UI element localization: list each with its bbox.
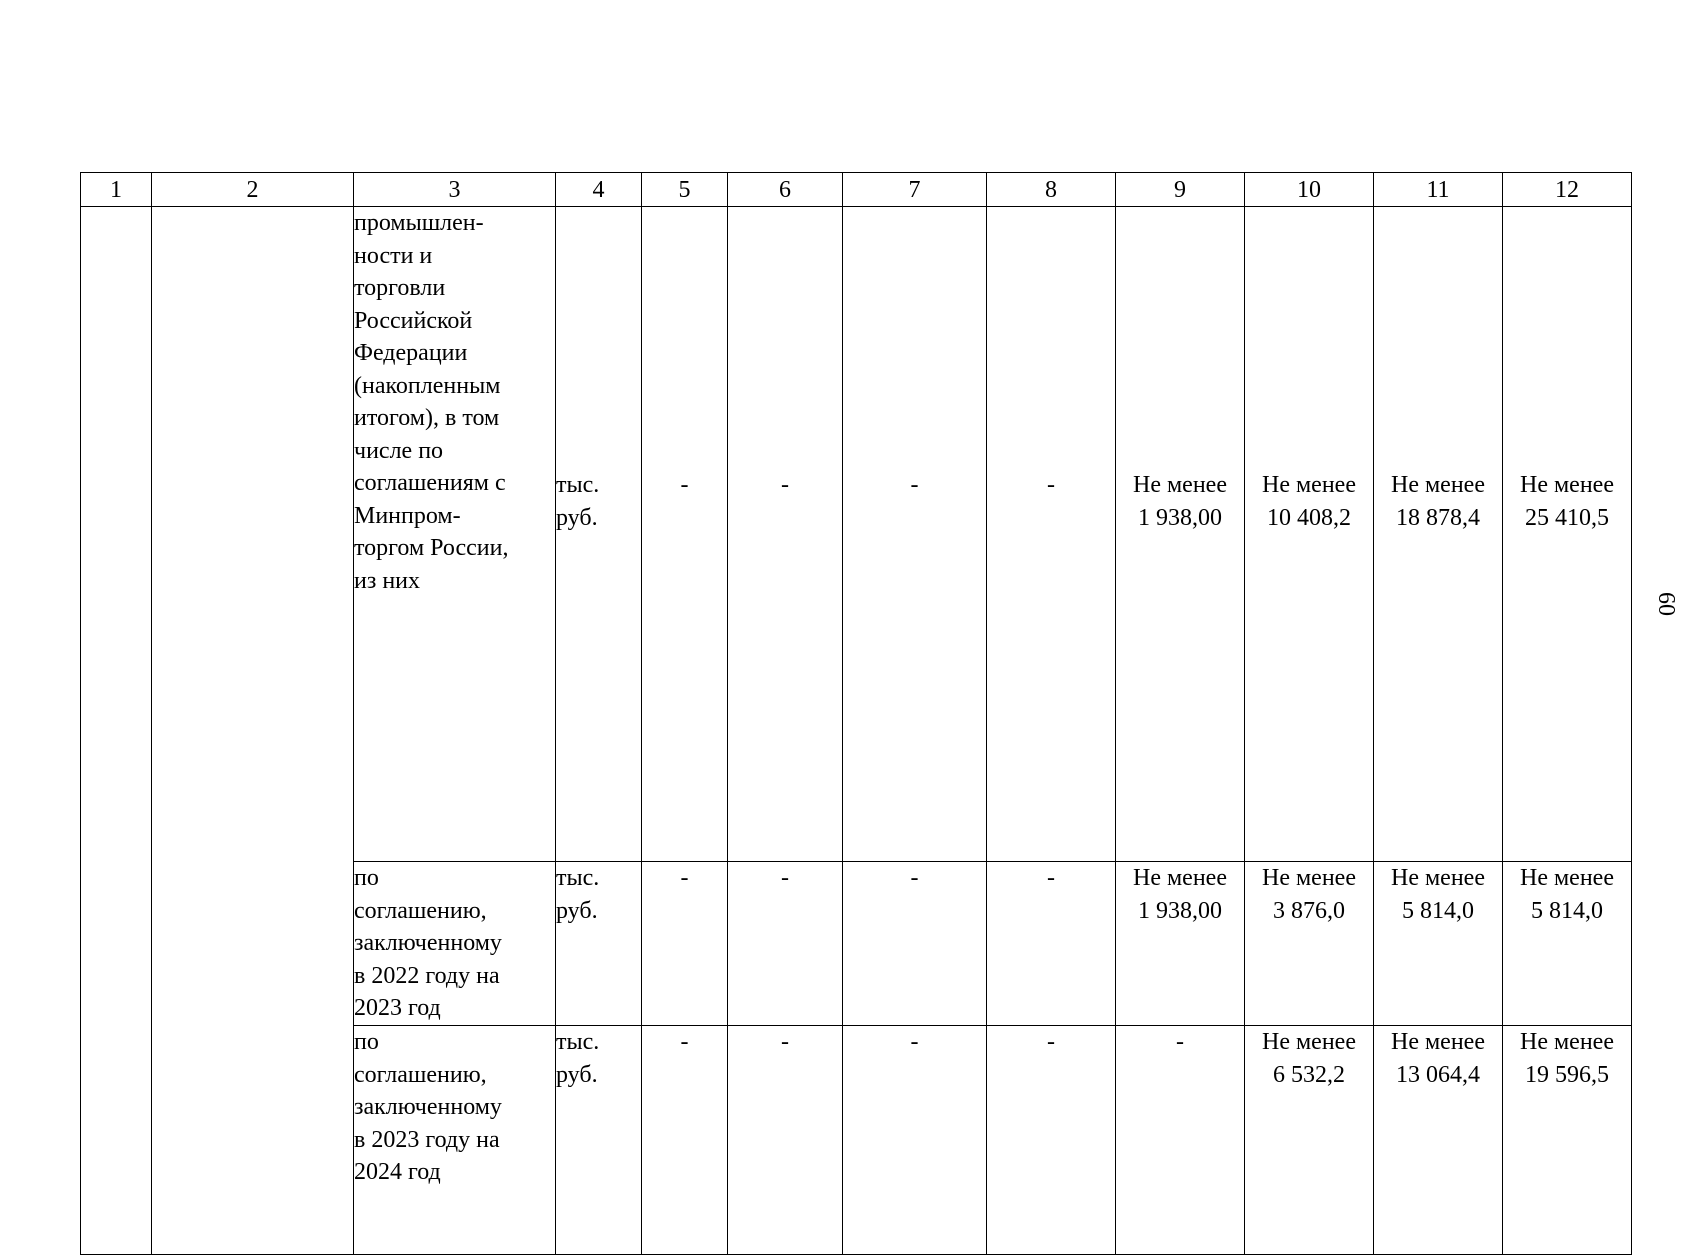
value-cell: Не менее 19 596,5 (1503, 1026, 1632, 1255)
header-cell: 2 (152, 173, 354, 207)
page-number: 60 (1653, 592, 1679, 616)
header-cell: 4 (556, 173, 642, 207)
value-cell: - (843, 1026, 987, 1255)
header-cell: 9 (1116, 173, 1245, 207)
value-cell: - (728, 207, 843, 862)
value-cell: - (843, 207, 987, 862)
value-cell: Не менее 3 876,0 (1245, 862, 1374, 1026)
header-cell: 10 (1245, 173, 1374, 207)
header-cell: 5 (642, 173, 728, 207)
value-cell: Не менее 5 814,0 (1374, 862, 1503, 1026)
value-cell: - (728, 1026, 843, 1255)
indicator-name-cell: по соглашению, заключенному в 2023 году на 2024 год (354, 1026, 556, 1255)
header-cell: 8 (987, 173, 1116, 207)
value-cell: Не менее 13 064,4 (1374, 1026, 1503, 1255)
value-cell: Не менее 25 410,5 (1503, 207, 1632, 862)
value-cell: - (642, 1026, 728, 1255)
indicator-table (80, 172, 1632, 1255)
col2-cell (152, 207, 354, 1255)
value-cell: - (987, 862, 1116, 1026)
value-cell: - (1116, 1026, 1245, 1255)
header-cell: 3 (354, 173, 556, 207)
unit-cell: тыс. руб. (556, 862, 642, 1026)
header-cell: 7 (843, 173, 987, 207)
value-cell: Не менее 1 938,00 (1116, 207, 1245, 862)
header-cell: 1 (81, 173, 152, 207)
value-cell: - (987, 1026, 1116, 1255)
value-cell: - (728, 862, 843, 1026)
indicator-name-cell: промышлен- ности и торговли Российской Федерации (накопленным итогом), в том числе по соглашениям с Минпром- торгом России, из них (354, 207, 556, 862)
value-cell: Не менее 18 878,4 (1374, 207, 1503, 862)
header-cell: 6 (728, 173, 843, 207)
value-cell: - (843, 862, 987, 1026)
col1-cell (81, 207, 152, 1255)
value-cell: - (642, 207, 728, 862)
value-cell: Не менее 5 814,0 (1503, 862, 1632, 1026)
value-cell: - (642, 862, 728, 1026)
indicator-name-cell: по соглашению, заключенному в 2022 году на 2023 год (354, 862, 556, 1026)
table-row (81, 207, 1632, 862)
header-cell: 11 (1374, 173, 1503, 207)
value-cell: - (987, 207, 1116, 862)
header-row (81, 173, 1632, 207)
value-cell: Не менее 1 938,00 (1116, 862, 1245, 1026)
value-cell: Не менее 10 408,2 (1245, 207, 1374, 862)
value-cell: Не менее 6 532,2 (1245, 1026, 1374, 1255)
unit-cell: тыс. руб. (556, 207, 642, 862)
unit-cell: тыс. руб. (556, 1026, 642, 1255)
header-cell: 12 (1503, 173, 1632, 207)
